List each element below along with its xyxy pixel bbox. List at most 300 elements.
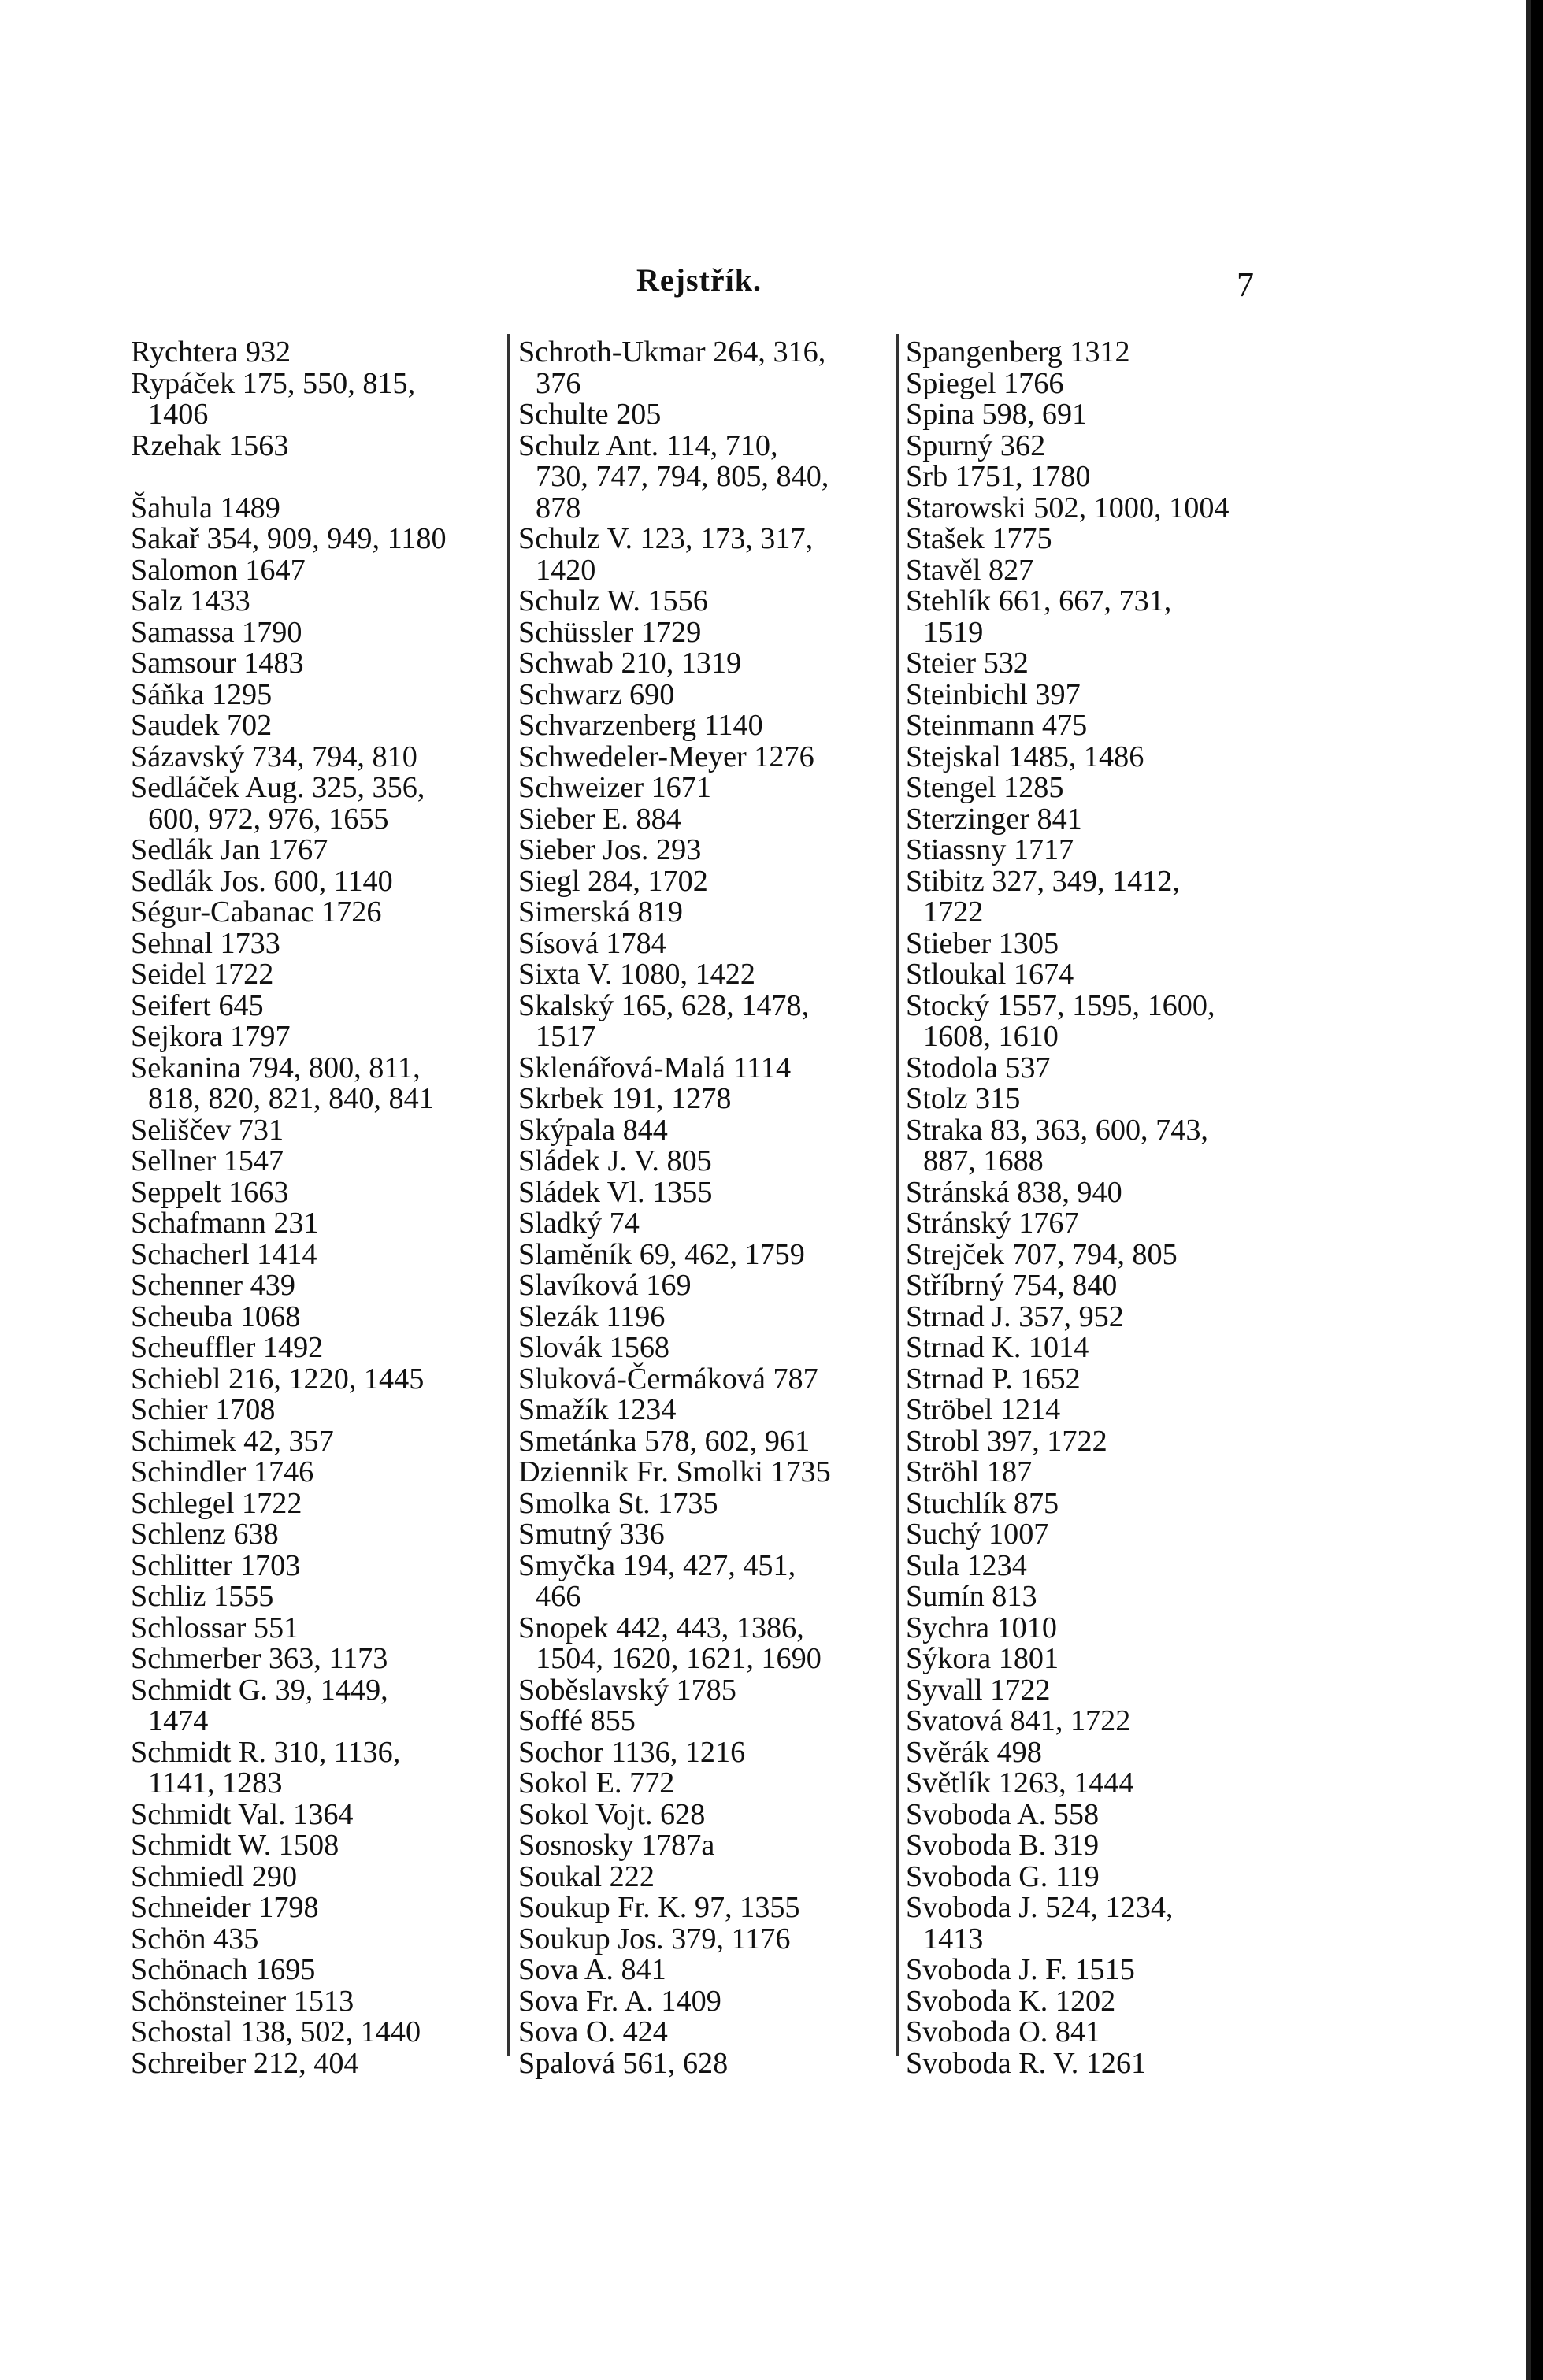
index-entry	[518, 1613, 896, 1675]
index-entry	[518, 1395, 896, 1426]
index-entry-text: Schvarzenberg 1140	[518, 709, 763, 742]
index-entry-text: Skýpala 844	[518, 1113, 668, 1147]
index-entry	[518, 1299, 896, 1333]
index-entry	[906, 1859, 1276, 1893]
index-entry-text: Schliz 1555	[131, 1580, 274, 1613]
index-entry	[906, 1457, 1276, 1488]
index-entry-text: Sokol E. 772	[518, 1766, 675, 1800]
index-entry-text: Schroth-Ukmar 264, 316,	[518, 335, 826, 369]
index-entry-text: Svěrák 498	[906, 1735, 1042, 1769]
index-entry-text: Schulz Ant. 114, 710,	[518, 428, 778, 462]
index-entry-text: Skalský 165, 628, 1478,	[518, 988, 810, 1022]
index-entry-text: Schier 1708	[131, 1393, 276, 1426]
index-entry	[518, 1053, 896, 1084]
index-entry	[518, 2017, 896, 2048]
index-entry	[518, 804, 896, 836]
index-entry	[906, 1581, 1276, 1613]
index-entry-text: Rychtera 932	[131, 335, 291, 369]
index-entry	[518, 1768, 896, 1800]
index-entry-text: Sýkora 1801	[906, 1642, 1059, 1675]
index-column-2	[518, 337, 896, 2079]
index-entry-text: Strnad P. 1652	[906, 1362, 1081, 1396]
index-entry	[906, 1208, 1276, 1240]
index-entry	[518, 1548, 896, 1613]
index-entry-text: Sula 1234	[906, 1548, 1027, 1582]
index-entry-text: Scheuba 1068	[131, 1299, 301, 1333]
index-entry-text: Stavěl 827	[906, 553, 1034, 587]
index-entry-text: Schweizer 1671	[518, 771, 711, 804]
index-entry	[518, 959, 896, 991]
index-entry-continuation: 1722	[923, 895, 984, 929]
index-entry-text: Sluková-Čermáková 787	[518, 1362, 818, 1396]
index-entry-text: Schimek 42, 357	[131, 1424, 334, 1458]
index-entry-text: Sázavský 734, 794, 810	[131, 740, 417, 773]
index-entry	[906, 1675, 1276, 1707]
index-entry	[131, 1237, 501, 1271]
index-entry-text: Stehlík 661, 667, 731,	[906, 584, 1172, 617]
index-entry	[131, 648, 501, 680]
index-entry	[906, 648, 1276, 680]
index-entry	[131, 586, 501, 617]
index-entry-text: Schönsteiner 1513	[131, 1984, 354, 2018]
index-entry-text: Smetánka 578, 602, 961	[518, 1424, 810, 1458]
index-entry	[131, 1986, 501, 2018]
index-entry-text: Siegl 284, 1702	[518, 864, 708, 898]
index-entry	[518, 1457, 896, 1488]
index-entry-text: Schlegel 1722	[131, 1486, 302, 1520]
index-entry-text: Snopek 442, 443, 1386,	[518, 1611, 804, 1644]
index-entry-text: Ströhl 187	[906, 1455, 1033, 1488]
index-entry-text: Schwab 210, 1319	[518, 647, 742, 680]
index-entry-text: Schmidt R. 310, 1136,	[131, 1735, 401, 1769]
index-entry-text: Svoboda J. F. 1515	[906, 1953, 1135, 1986]
index-entry-text: Straka 83, 363, 600, 743,	[906, 1113, 1208, 1147]
index-entry	[131, 366, 501, 431]
index-entry	[131, 1115, 501, 1147]
index-entry-text: Spina 598, 691	[906, 398, 1088, 431]
index-entry-text: Smutný 336	[518, 1518, 665, 1551]
index-entry-text: Dziennik Fr. Smolki 1735	[518, 1455, 831, 1488]
index-entry	[906, 2017, 1276, 2048]
index-entry-text: Sosnosky 1787a	[518, 1829, 715, 1862]
index-entry-text: Suchý 1007	[906, 1518, 1049, 1551]
index-entry-text: Soukal 222	[518, 1859, 655, 1893]
index-entry-text: Strejček 707, 794, 805	[906, 1237, 1178, 1271]
index-entry-text: Sladký 74	[518, 1207, 640, 1240]
index-entry	[906, 1488, 1276, 1520]
index-entry	[906, 1084, 1276, 1115]
index-entry	[518, 1146, 896, 1177]
index-entry-text: Sova A. 841	[518, 1953, 666, 1986]
index-entry	[906, 462, 1276, 493]
index-entry	[906, 1955, 1276, 1986]
index-entry-text: Smažík 1234	[518, 1393, 677, 1426]
index-entry	[131, 555, 501, 587]
index-entry-continuation: 1474	[148, 1704, 209, 1737]
index-entry	[906, 1797, 1276, 1831]
index-entry	[906, 1644, 1276, 1675]
index-entry-continuation: 376	[536, 366, 581, 400]
index-entry	[131, 959, 501, 991]
index-entry-text: Spalová 561, 628	[518, 2046, 729, 2080]
index-entry-text: Sokol Vojt. 628	[518, 1797, 706, 1831]
index-entry	[906, 804, 1276, 836]
index-entry-text: Schindler 1746	[131, 1455, 314, 1488]
index-entry	[131, 1299, 501, 1333]
index-entry	[906, 1548, 1276, 1582]
index-entry-text: Stránská 838, 940	[906, 1175, 1122, 1209]
index-entry-text: Sládek Vl. 1355	[518, 1175, 713, 1209]
index-column-1	[131, 337, 501, 2079]
index-entry-text: Schmidt G. 39, 1449,	[131, 1673, 388, 1707]
index-entry-text: Skrbek 191, 1278	[518, 1082, 732, 1115]
index-entry-text: Stašek 1775	[906, 522, 1052, 555]
index-entry	[131, 1395, 501, 1426]
index-entry-text: Sumín 813	[906, 1580, 1037, 1613]
index-entry-text: Soukup Jos. 379, 1176	[518, 1922, 791, 1956]
index-entry-text: Schmidt W. 1508	[131, 1829, 339, 1862]
index-entry-text: Schlitter 1703	[131, 1548, 301, 1582]
column-divider	[896, 334, 899, 2056]
index-entry	[518, 1706, 896, 1737]
index-entry	[906, 399, 1276, 431]
index-entry	[131, 1613, 501, 1644]
index-entry-text: Samsour 1483	[131, 647, 304, 680]
index-entry-text: Sklenářová-Malá 1114	[518, 1051, 792, 1084]
index-entry	[518, 677, 896, 711]
index-entry-text: Sedlák Jos. 600, 1140	[131, 864, 393, 898]
index-entry-text: Strnad J. 357, 952	[906, 1299, 1124, 1333]
index-entry-text: Seidel 1722	[131, 958, 274, 991]
index-entry	[131, 1924, 501, 1956]
index-entry	[518, 399, 896, 431]
index-entry	[906, 1115, 1276, 1177]
index-entry-text: Steier 532	[906, 647, 1029, 680]
index-entry	[518, 897, 896, 929]
index-entry-continuation: 466	[536, 1580, 581, 1613]
index-entry-text: Saudek 702	[131, 709, 273, 742]
index-entry	[906, 428, 1276, 462]
index-entry	[131, 1021, 501, 1053]
index-entry	[906, 1768, 1276, 1800]
page-title: Rejstřík.	[636, 262, 762, 298]
index-entry	[906, 337, 1276, 369]
index-entry	[518, 710, 896, 742]
index-entry	[906, 866, 1276, 929]
column-divider	[507, 334, 510, 2056]
index-entry-text: Schneider 1798	[131, 1891, 319, 1924]
index-entry-text: Svatová 841, 1722	[906, 1704, 1131, 1737]
index-entry	[906, 493, 1276, 525]
index-entry-text: Schiebl 216, 1220, 1445	[131, 1362, 425, 1396]
index-entry-text: Samassa 1790	[131, 615, 302, 649]
index-entry-text: Stiassny 1717	[906, 833, 1074, 866]
index-entry-text: Schacherl 1414	[131, 1237, 317, 1271]
index-entry	[906, 555, 1276, 587]
index-entry-text: Světlík 1263, 1444	[906, 1766, 1134, 1800]
index-entry	[906, 1737, 1276, 1769]
index-entry-text: Stibitz 327, 349, 1412,	[906, 864, 1180, 898]
index-entry-continuation: 887, 1688	[923, 1144, 1044, 1177]
index-entry	[131, 1146, 501, 1177]
index-entry	[518, 866, 896, 898]
index-entry	[518, 337, 896, 399]
index-entry	[906, 2048, 1276, 2080]
index-entry	[518, 1488, 896, 1520]
index-entry-continuation: 730, 747, 794, 805, 840,	[536, 460, 829, 493]
index-entry-text: Soffé 855	[518, 1704, 636, 1737]
index-entry	[906, 677, 1276, 711]
index-entry-text: Schlossar 551	[131, 1611, 299, 1644]
index-entry	[131, 1830, 501, 1862]
index-entry	[518, 617, 896, 649]
index-entry-text: Stuchlík 875	[906, 1486, 1059, 1520]
index-entry	[906, 524, 1276, 555]
index-entry-text: Sieber Jos. 293	[518, 833, 702, 866]
index-entry	[131, 1177, 501, 1209]
index-entry-text: Schmidt Val. 1364	[131, 1797, 354, 1831]
index-entry	[906, 1706, 1276, 1737]
index-entry	[906, 1986, 1276, 2018]
index-entry-text: Sládek J. V. 805	[518, 1144, 712, 1177]
index-entry-text: Stejskal 1485, 1486	[906, 740, 1144, 773]
index-entry	[518, 1924, 896, 1956]
index-entry-text: Svoboda K. 1202	[906, 1984, 1116, 2018]
index-entry	[518, 1177, 896, 1209]
index-entry	[518, 835, 896, 866]
index-entry	[131, 1893, 501, 1924]
index-entry-text: Stodola 537	[906, 1051, 1051, 1084]
index-entry	[131, 1737, 501, 1800]
index-entry	[906, 835, 1276, 866]
index-entry	[131, 1364, 501, 1396]
index-entry-text: Smyčka 194, 427, 451,	[518, 1548, 796, 1582]
page-edge	[1526, 0, 1531, 2380]
index-entry-text: Schönach 1695	[131, 1953, 316, 1986]
index-entry	[906, 1299, 1276, 1333]
index-entry	[906, 1519, 1276, 1551]
index-entry-continuation: 600, 972, 976, 1655	[148, 802, 389, 836]
index-entry-continuation: 818, 820, 821, 840, 841	[148, 1082, 434, 1115]
index-entry	[131, 1581, 501, 1613]
index-entry	[131, 742, 501, 773]
index-entry-text: Sedláček Aug. 325, 356,	[131, 771, 425, 804]
index-entry	[518, 1237, 896, 1271]
index-entry-text: Slezák 1196	[518, 1299, 666, 1333]
index-entry-text: Steinbichl 397	[906, 677, 1081, 711]
index-entry-text: Schafmann 231	[131, 1207, 319, 1240]
index-entry	[131, 897, 501, 929]
index-entry-text: Smolka St. 1735	[518, 1486, 718, 1520]
index-entry-text: Schwarz 690	[518, 677, 675, 711]
index-entry	[131, 835, 501, 866]
index-entry	[518, 1859, 896, 1893]
index-entry-text: Sieber E. 884	[518, 802, 681, 836]
index-entry-text: Sova Fr. A. 1409	[518, 1984, 721, 2018]
index-entry	[131, 462, 501, 493]
index-entry-text: Rypáček 175, 550, 815,	[131, 366, 416, 400]
index-entry-text: Sychra 1010	[906, 1611, 1057, 1644]
index-entry	[131, 1859, 501, 1893]
index-entry-text: Šahula 1489	[131, 491, 280, 525]
index-entry-text: Schulte 205	[518, 398, 662, 431]
index-entry-text: Simerská 819	[518, 895, 683, 929]
index-entry	[131, 1797, 501, 1831]
index-entry	[518, 428, 896, 525]
index-entry-text: Salz 1433	[131, 584, 250, 617]
index-entry	[906, 1237, 1276, 1271]
index-entry-text: Svoboda G. 119	[906, 1859, 1100, 1893]
index-entry	[518, 586, 896, 617]
index-entry	[131, 1208, 501, 1240]
index-entry-text: Svoboda R. V. 1261	[906, 2046, 1147, 2080]
index-entry-continuation: 1420	[536, 553, 596, 587]
index-entry-text: Schulz V. 123, 173, 317,	[518, 522, 814, 555]
index-entry-text: Schmerber 363, 1173	[131, 1642, 388, 1675]
index-entry-text: Spiegel 1766	[906, 366, 1064, 400]
index-entry	[131, 677, 501, 711]
index-entry	[131, 1548, 501, 1582]
index-entry	[518, 742, 896, 773]
index-entry	[131, 1644, 501, 1675]
index-entry-continuation: 1504, 1620, 1621, 1690	[536, 1642, 822, 1675]
index-entry-text: Schmiedl 290	[131, 1859, 298, 1893]
index-entry	[131, 1675, 501, 1737]
index-entry-text: Srb 1751, 1780	[906, 460, 1091, 493]
index-entry	[518, 1333, 896, 1364]
index-entry-text: Sova O. 424	[518, 2015, 668, 2048]
index-entry	[518, 1270, 896, 1302]
index-entry	[518, 1830, 896, 1862]
index-entry	[906, 959, 1276, 991]
index-entry-text: Salomon 1647	[131, 553, 306, 587]
index-entry-text: Svoboda B. 319	[906, 1829, 1100, 1862]
index-entry-text: Strnad K. 1014	[906, 1331, 1089, 1364]
index-entry-continuation: 1141, 1283	[148, 1766, 283, 1800]
index-entry-text: Steinmann 475	[906, 709, 1088, 742]
index-entry	[518, 1797, 896, 1831]
index-entry	[518, 1084, 896, 1115]
index-entry	[131, 1426, 501, 1458]
index-column-3	[906, 337, 1276, 2079]
index-entry-text: Schostal 138, 502, 1440	[131, 2015, 421, 2048]
index-entry-continuation: 1413	[923, 1922, 984, 1956]
index-entry-text: Schreiber 212, 404	[131, 2046, 359, 2080]
index-entry	[518, 1519, 896, 1551]
index-entry-continuation: 1519	[923, 615, 984, 649]
index-entry-text: Schenner 439	[131, 1269, 295, 1302]
index-entry-text: Schwedeler-Meyer 1276	[518, 740, 814, 773]
index-entry	[518, 1208, 896, 1240]
index-entry	[518, 1737, 896, 1769]
index-entry	[906, 1364, 1276, 1396]
index-entry-text: Stránský 1767	[906, 1207, 1079, 1240]
index-entry-text: Sáňka 1295	[131, 677, 273, 711]
index-entry	[518, 524, 896, 586]
index-entry	[131, 617, 501, 649]
index-entry-text: Sterzinger 841	[906, 802, 1082, 836]
index-entry	[131, 1270, 501, 1302]
index-entry	[518, 1986, 896, 2018]
index-entry-text: Ströbel 1214	[906, 1393, 1061, 1426]
index-entry	[906, 926, 1276, 960]
index-entry-text: Slovák 1568	[518, 1331, 670, 1364]
index-entry-text: Seppelt 1663	[131, 1175, 289, 1209]
index-entry-text: Soběslavský 1785	[518, 1673, 736, 1707]
index-entry	[906, 1613, 1276, 1644]
index-entry	[518, 1893, 896, 1924]
index-entry	[906, 1830, 1276, 1862]
index-entry	[518, 926, 896, 960]
index-entry-text: Sochor 1136, 1216	[518, 1735, 746, 1769]
index-entry	[906, 1893, 1276, 1955]
index-entry	[131, 866, 501, 898]
index-entry	[518, 2048, 896, 2080]
index-entry-text: Sixta V. 1080, 1422	[518, 958, 755, 991]
index-entry-text: Soukup Fr. K. 97, 1355	[518, 1891, 800, 1924]
index-entry	[131, 1488, 501, 1520]
index-entry-text: Sedlák Jan 1767	[131, 833, 328, 866]
index-entry-text: Scheuffler 1492	[131, 1331, 324, 1364]
index-entry	[518, 648, 896, 680]
index-entry	[131, 1955, 501, 1986]
index-entry	[906, 1395, 1276, 1426]
index-entry	[906, 1053, 1276, 1084]
index-entry	[906, 710, 1276, 742]
index-entry-text: Spurný 362	[906, 428, 1046, 462]
index-entry	[906, 988, 1276, 1053]
index-entry-text: Stocký 1557, 1595, 1600,	[906, 988, 1215, 1022]
index-entry-continuation: 878	[536, 491, 581, 525]
index-entry	[906, 773, 1276, 804]
index-entry-text: Schüssler 1729	[518, 615, 702, 649]
index-entry-text: Sehnal 1733	[131, 926, 280, 960]
index-entry-text: Stříbrný 754, 840	[906, 1269, 1118, 1302]
index-entry-text: Slavíková 169	[518, 1269, 692, 1302]
index-entry-text: Rzehak 1563	[131, 428, 289, 462]
index-entry-text: Sejkora 1797	[131, 1020, 291, 1053]
index-entry-continuation: 1517	[536, 1020, 596, 1053]
index-entry-text: Spangenberg 1312	[906, 335, 1130, 369]
index-entry	[131, 524, 501, 555]
index-entry	[518, 1675, 896, 1707]
index-entry-text: Slaměník 69, 462, 1759	[518, 1237, 805, 1271]
index-entry-text: Stolz 315	[906, 1082, 1021, 1115]
index-entry	[518, 773, 896, 804]
index-entry	[131, 2017, 501, 2048]
index-entry	[906, 742, 1276, 773]
index-entry	[906, 1270, 1276, 1302]
index-entry	[518, 1955, 896, 1986]
index-entry	[131, 428, 501, 462]
index-entry	[906, 1426, 1276, 1458]
index-entry-text: Ségur-Cabanac 1726	[131, 895, 382, 929]
index-entry	[906, 586, 1276, 648]
index-entry-text: Sakař 354, 909, 949, 1180	[131, 522, 447, 555]
index-entry	[131, 1333, 501, 1364]
index-entry	[131, 493, 501, 525]
index-entry-text: Schön 435	[131, 1922, 259, 1956]
index-entry-text: Sekanina 794, 800, 811,	[131, 1051, 421, 1084]
index-entry-text: Svoboda J. 524, 1234,	[906, 1891, 1174, 1924]
index-entry-text: Seifert 645	[131, 988, 264, 1022]
index-entry	[131, 988, 501, 1022]
index-entry-text: Stieber 1305	[906, 926, 1059, 960]
index-entry	[131, 1457, 501, 1488]
index-entry	[131, 926, 501, 960]
index-entry	[131, 1053, 501, 1115]
index-entry-text: Svoboda A. 558	[906, 1797, 1100, 1831]
